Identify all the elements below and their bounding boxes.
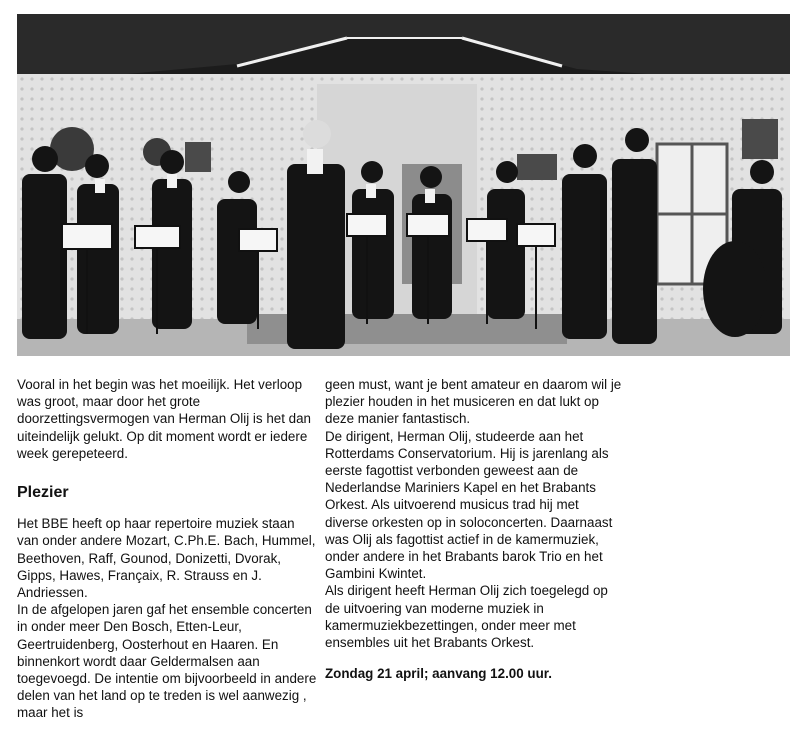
concerts-paragraph: In de afgelopen jaren gaf het ensemble concerten in onder meer Den Bosch, Etten-Leur, Geertruidenberg, Oosterhout en Haaren. En binnenkort wordt daar Geldermalsen aan toegevoegd. De intentie om bijvoorbeeld in andere delen van het land op te treden is wel aanwezig , maar het is — [17, 602, 317, 721]
article-right-column — [325, 376, 625, 682]
repertoire-paragraph: Het BBE heeft op haar repertoire muziek staan van onder andere Mozart, C.Ph.E. Bach, Hummel, Beethoven, Raff, Gounod, Donizetti, Dvorak, Gipps, Hawes, Françaix, R. Strauss en J. Andriessen. — [17, 516, 316, 601]
article-left-column — [17, 376, 317, 722]
continuation-paragraph: geen must, want je bent amateur en daarom wil je plezier houden in het musiceren en dat lukt op deze manier fantastisch. — [325, 377, 622, 427]
intro-paragraph: Vooral in het begin was het moeilijk. Het verloop was groot, maar door het grote doorzettingsvermogen van Herman Olij is het dan uiteindelijk gelukt. Op dit moment wordt er iedere week gerepeteerd. — [17, 377, 311, 461]
modern-music-paragraph: Als dirigent heeft Herman Olij zich toegelegd op de uitvoering van moderne muziek in kamermuziekbezettingen, onder meer met ensembles uit het Brabants Orkest. — [325, 583, 608, 651]
ensemble-photo — [17, 14, 790, 356]
section-heading: Plezier — [17, 484, 69, 502]
concert-date: Zondag 21 april; aanvang 12.00 uur. — [325, 666, 552, 682]
ensemble-photo-icon — [17, 14, 790, 356]
conductor-paragraph: De dirigent, Herman Olij, studeerde aan het Rotterdams Conservatorium. Hij is jarenlang als eerste fagottist verbonden geweest aan de Nederlandse Mariniers Kapel en het Brabants Orkest. Als uitvoerend musicus trad hij met diverse orkesten op in soloconcerten. Daarnaast was Olij als fagottist actief in de kamermuziek, onder andere in het Brabants barok Trio en het Gambini Kwintet. — [325, 428, 613, 582]
